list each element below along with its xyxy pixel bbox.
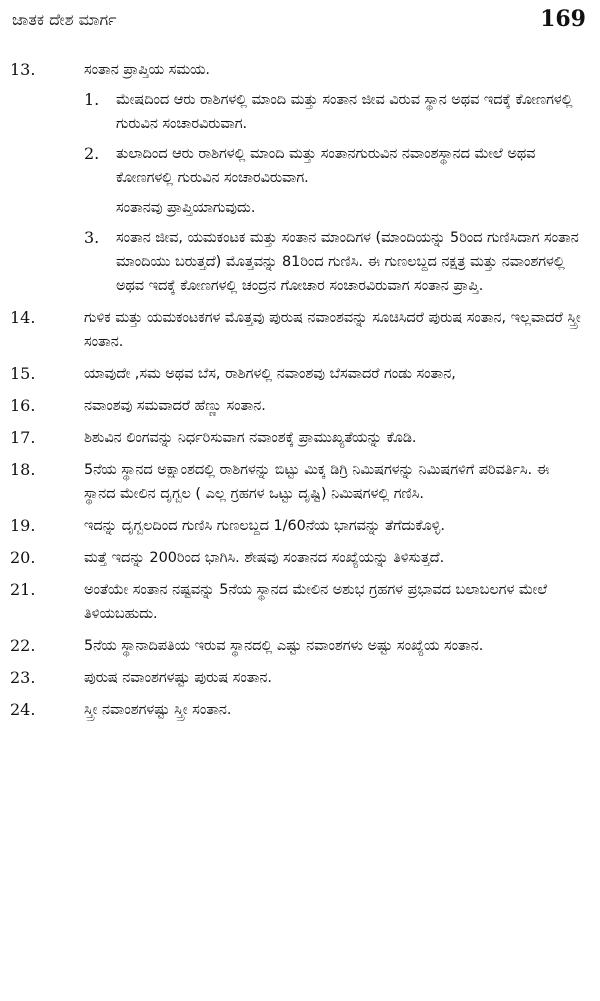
item-number: 22. <box>10 636 36 655</box>
item-text: ಅಂತೆಯೇ ಸಂತಾನ ನಷ್ಟವನ್ನು 5ನೆಯ ಸ್ಥಾನದ ಮೇಲಿನ ಅಶುಭ ಗ್ರಹಗಳ ಪ್ರಭಾವದ ಬಲಾಬಲಗಳ ಮೇಲೆ ತಿಳಿಯಬಹುದು. <box>84 582 548 622</box>
list-item-20 <box>0 546 600 570</box>
item-number: 14. <box>10 308 36 327</box>
item-text: ಯಾವುದೇ ,ಸಮ ಅಥವ ಬೆಸ, ರಾಶಿಗಳಲ್ಲಿ ನವಾಂಶವು ಬೆಸವಾದರೆ ಗಂಡು ಸಂತಾನ, <box>84 366 456 382</box>
list-item-17 <box>0 426 600 450</box>
item-number: 16. <box>10 396 36 415</box>
page-number: 169 <box>540 6 586 32</box>
list-item-19 <box>0 514 600 538</box>
subitem-text: ತುಲಾದಿಂದ ಆರು ರಾಶಿಗಳಲ್ಲಿ ಮಾಂದಿ ಮತ್ತು ಸಂತಾನಗುರುವಿನ ನವಾಂಶಸ್ಥಾನದ ಮೇಲೆ ಅಥವ ಕೋಣಗಳಲ್ಲಿ ಗುರುವಿನ ಸಂಚಾರವಿರುವಾಗ. <box>116 146 536 186</box>
subitem-3 <box>84 226 584 298</box>
subitem-text: ಮೇಷದಿಂದ ಆರು ರಾಶಿಗಳಲ್ಲಿ ಮಾಂದಿ ಮತ್ತು ಸಂತಾನ ಜೀವ ವಿರುವ ಸ್ಥಾನ ಅಥವ ಇದಕ್ಕೆ ಕೋಣಗಳಲ್ಲಿ ಗುರುವಿನ ಸಂಚಾರವಿರುವಾಗ. <box>116 92 573 132</box>
list-item-18 <box>0 458 600 506</box>
item-text: 5ನೆಯ ಸ್ಥಾನದ ಅಕ್ಷಾಂಶದಲ್ಲಿ ರಾಶಿಗಳನ್ನು ಬಿಟ್ಟು ಮಿಕ್ಕ ಡಿಗ್ರಿ ನಿಮಿಷಗಳನ್ನು ನಿಮಿಷಗಳಿಗೆ ಪರಿವರ್ತಿಸಿ. ಈ ಸ್ಥಾನದ ಮೇಲಿನ ದೃಗ್ಬಲ ( ಎಲ್ಲ ಗ್ರಹಗಳ ಒಟ್ಟು ದೃಷ್ಟಿ) ನಿಮಿಷಗಳಲ್ಲಿ ಗಣಿಸಿ. <box>84 462 550 502</box>
subitem-1 <box>84 88 584 136</box>
item-number: 18. <box>10 460 36 479</box>
item-number: 13. <box>10 60 36 79</box>
subitem-2 <box>84 142 584 220</box>
list-item-23 <box>0 666 600 690</box>
item-text: 5ನೆಯ ಸ್ಥಾನಾದಿಪತಿಯ ಇರುವ ಸ್ಥಾನದಲ್ಲಿ ಎಷ್ಟು ನವಾಂಶಗಳು ಅಷ್ಟು ಸಂಖ್ಯೆಯ ಸಂತಾನ. <box>84 638 484 654</box>
item-number: 15. <box>10 364 36 383</box>
item-number: 19. <box>10 516 36 535</box>
item-text: ಇದನ್ನು ದೃಗ್ಬಲದಿಂದ ಗುಣಿಸಿ ಗುಣಲಬ್ದದ 1/60ನೆಯ ಭಾಗವನ್ನು ತೆಗೆದುಕೊಳ್ಳಿ. <box>84 518 445 534</box>
item-text: ಸ್ತ್ರೀ ನವಾಂಶಗಳಷ್ಟು ಸ್ತ್ರೀ ಸಂತಾನ. <box>84 702 232 718</box>
list-item-21 <box>0 578 600 626</box>
item-text: ಸಂತಾನ ಪ್ರಾಪ್ತಿಯ ಸಮಯ. <box>84 62 210 78</box>
subitem-number: 2. <box>84 144 100 163</box>
item-number: 17. <box>10 428 36 447</box>
running-title: ಜಾತಕ ದೇಶ ಮಾರ್ಗ <box>12 10 117 29</box>
subitem-text: ಸಂತಾನ ಜೀವ, ಯಮಕಂಟಕ ಮತ್ತು ಸಂತಾನ ಮಾಂದಿಗಳ (ಮಾಂದಿಯನ್ನು 5ರಿಂದ ಗುಣಿಸಿದಾಗ ಸಂತಾನ ಮಾಂದಿಯು ಬರುತ್ತದೆ) ಮೊತ್ತವನ್ನು 81ರಿಂದ ಗುಣಿಸಿ. ಈ ಗುಣಲಬ್ದದ ನಕ್ಷತ್ರ ಮತ್ತು ನವಾಂಶಗಳಲ್ಲಿ ಅಥವ ಇದಕ್ಕೆ ಕೋಣಗಳಲ್ಲಿ ಚಂದ್ರನ ಗೋಚಾರ ಸಂಚಾರವಿರುವಾಗ ಸಂತಾನ ಪ್ರಾಪ್ತಿ. <box>116 230 579 294</box>
subitem-number: 3. <box>84 228 100 247</box>
page-header <box>12 6 586 36</box>
item-text: ಪುರುಷ ನವಾಂಶಗಳಷ್ಟು ಪುರುಷ ಸಂತಾನ. <box>84 670 272 686</box>
list-item-16 <box>0 394 600 418</box>
item-text: ಶಿಶುವಿನ ಲಿಂಗವನ್ನು ನಿರ್ಧರಿಸುವಾಗ ನವಾಂಶಕ್ಕೆ ಪ್ರಾಮುಖ್ಯತೆಯನ್ನು ಕೊಡಿ. <box>84 430 417 446</box>
list-item-14 <box>0 306 600 354</box>
item-text: ನವಾಂಶವು ಸಮವಾದರೆ ಹೆಣ್ಣು ಸಂತಾನ. <box>84 398 266 414</box>
list-item-24 <box>0 698 600 722</box>
item-number: 23. <box>10 668 36 687</box>
list-item-15 <box>0 362 600 386</box>
item-text: ಮತ್ತೆ ಇದನ್ನು 200ರಿಂದ ಭಾಗಿಸಿ. ಶೇಷವು ಸಂತಾನದ ಸಂಖ್ಯೆಯನ್ನು ತಿಳಿಸುತ್ತದೆ. <box>84 550 445 566</box>
item-number: 24. <box>10 700 36 719</box>
subitem-number: 1. <box>84 90 100 109</box>
item-number: 20. <box>10 548 36 567</box>
item-text: ಗುಳಿಕ ಮತ್ತು ಯಮಕಂಟಕಗಳ ಮೊತ್ತವು ಪುರುಷ ನವಾಂಶವನ್ನು ಸೂಚಿಸಿದರೆ ಪುರುಷ ಸಂತಾನ, ಇಲ್ಲವಾದರೆ ಸ್ತ್ರೀ ಸಂತಾನ. <box>84 310 581 350</box>
list-item-22 <box>0 634 600 658</box>
page-body <box>0 58 600 730</box>
item-number: 21. <box>10 580 36 599</box>
subitem-continuation: ಸಂತಾನವು ಪ್ರಾಪ್ತಿಯಾಗುವುದು. <box>116 200 256 216</box>
list-item-13 <box>0 58 600 298</box>
